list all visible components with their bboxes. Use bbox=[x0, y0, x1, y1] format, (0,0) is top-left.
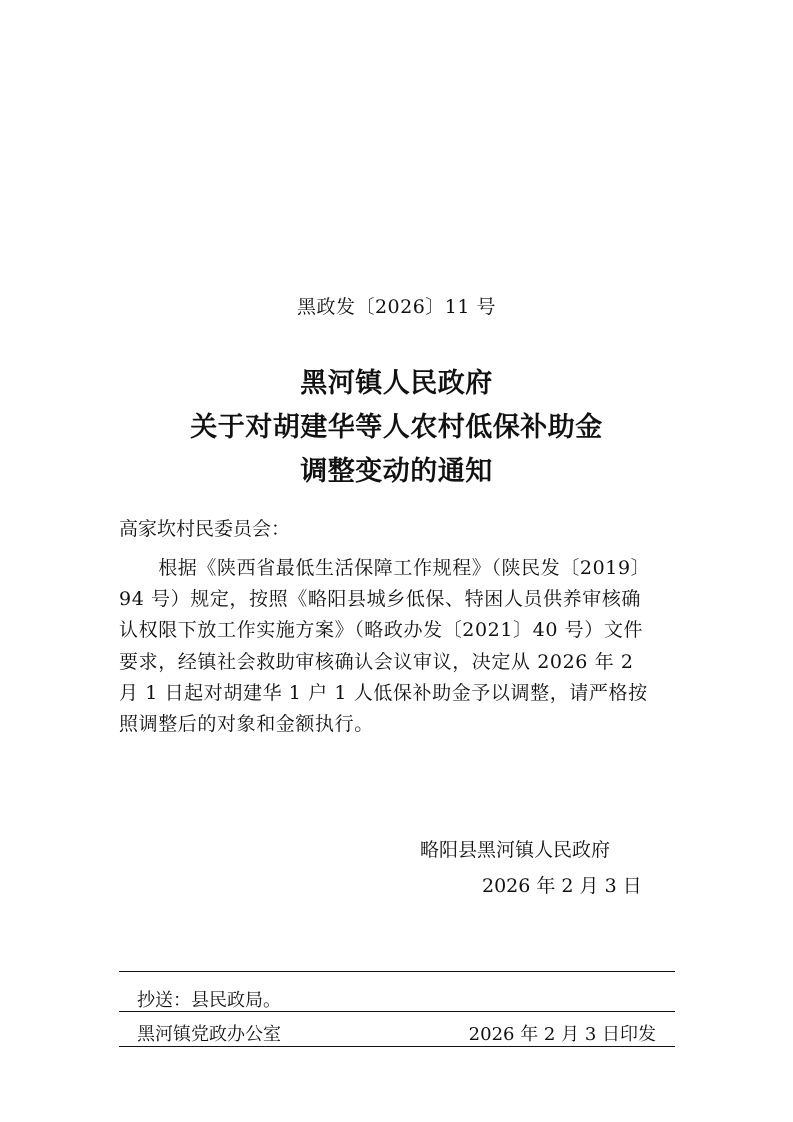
signature-organization: 略阳县黑河镇人民政府 bbox=[420, 839, 611, 861]
cc-line: 抄送：县民政局。 bbox=[137, 990, 281, 1011]
signature-block bbox=[420, 832, 678, 904]
body-line: 照调整后的对象和金额执行。 bbox=[119, 713, 374, 736]
issue-date: 2026 年 2 月 3 日印发 bbox=[468, 1024, 656, 1045]
body-line: 要求，经镇社会救助审核确认会议审议，决定从 2026 年 2 bbox=[119, 650, 634, 673]
body-line: 94 号）规定，按照《略阳县城乡低保、特困人员供养审核确 bbox=[119, 588, 642, 611]
footer-middle-rule bbox=[119, 1011, 675, 1012]
footer-top-rule bbox=[119, 971, 675, 972]
title-line: 关于对胡建华等人农村低保补助金 bbox=[190, 412, 603, 443]
signature-date: 2026 年 2 月 3 日 bbox=[482, 875, 642, 897]
document-number: 黑政发〔2026〕11 号 bbox=[296, 296, 497, 318]
issuing-office: 黑河镇党政办公室 bbox=[137, 1024, 281, 1045]
title-line: 黑河镇人民政府 bbox=[300, 368, 493, 399]
body-line: 根据《陕西省最低生活保障工作规程》（陕民发〔2019〕 bbox=[119, 557, 651, 579]
body-line: 月 1 日起对胡建华 1 户 1 人低保补助金予以调整，请严格按 bbox=[119, 681, 648, 704]
document-title bbox=[0, 362, 793, 494]
title-line: 调整变动的通知 bbox=[300, 456, 493, 487]
body-text bbox=[119, 553, 675, 740]
recipient: 高家坎村民委员会： bbox=[119, 518, 291, 540]
footer-bottom-rule bbox=[119, 1046, 675, 1047]
body-line: 认权限下放工作实施方案》（略政办发〔2021〕40 号）文件 bbox=[119, 619, 644, 642]
